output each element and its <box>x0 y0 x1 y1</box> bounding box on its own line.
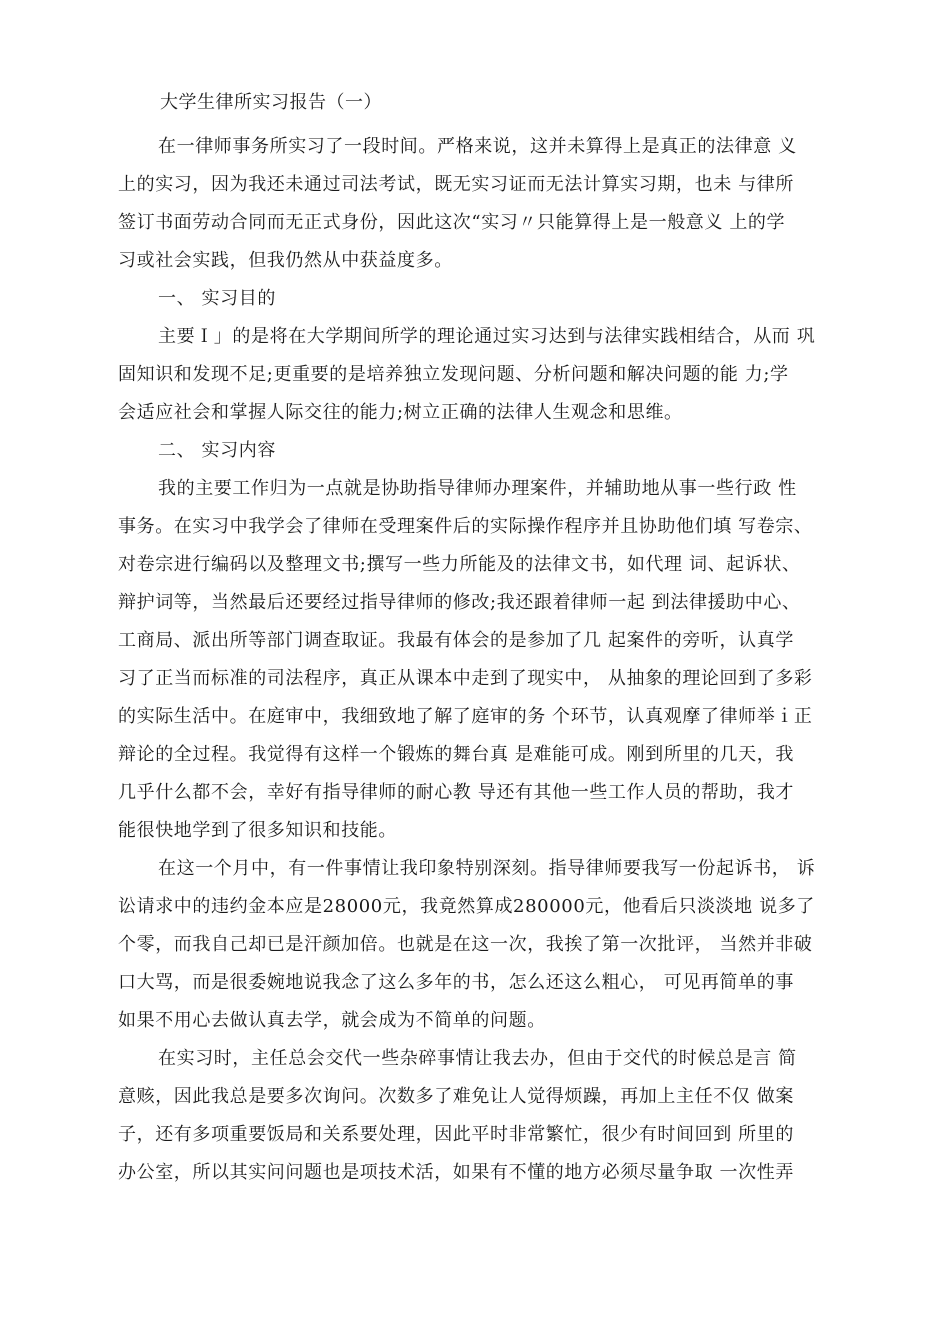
intro-paragraph <box>118 128 834 280</box>
document-body <box>118 88 834 1192</box>
text-line: 对卷宗进行编码以及整理文书;撰写一些力所能及的法律文书，如代理 词、起诉状、 <box>118 554 801 575</box>
text-line: 讼请求中的违约金本应是28000元，我竟然算成280000元，他看后只淡淡地 说多了 <box>118 896 815 917</box>
text-line: 口大骂，而是很委婉地说我念了这么多年的书，怎么还这么粗心， 可见再简单的事 <box>118 972 794 993</box>
document-title: 大学生律所实习报告（一） <box>160 92 382 113</box>
text-line: 事务。在实习中我学会了律师在受理案件后的实际操作程序并且协助他们填 写卷宗、 <box>118 516 813 537</box>
text-line: 上的实习，因为我还未通过司法考试，既无实习证而无法计算实习期，也未 与律所 <box>118 174 794 195</box>
text-line: 习或社会实践，但我仍然从中获益度多。 <box>118 250 453 271</box>
text-line: 如果不用心去做认真去学，就会成为不简单的问题。 <box>118 1010 546 1031</box>
text-line: 能很快地学到了很多知识和技能。 <box>118 820 397 841</box>
text-line: 我的主要工作归为一点就是协助指导律师办理案件，并辅助地从事一些行政 性 <box>158 478 797 499</box>
content-paragraph-2 <box>118 850 834 1040</box>
text-line: 几乎什么都不会，幸好有指导律师的耐心教 导还有其他一些工作人员的帮助，我才 <box>118 782 794 803</box>
section-heading-purpose: 一、 实习目的 <box>158 288 276 309</box>
text-line: 主要Ｉ」的是将在大学期间所学的理论通过实习达到与法律实践相结合，从而 巩 <box>158 326 816 347</box>
text-line: 在一律师事务所实习了一段时间。严格来说，这并未算得上是真正的法律意 义 <box>158 136 797 157</box>
text-line: 辩论的全过程。我觉得有这样一个锻炼的舞台真 是难能可成。刚到所里的几天，我 <box>118 744 794 765</box>
text-line: 意赅，因此我总是要多次询问。次数多了难免让人觉得烦躁，再加上主任不仅 做案 <box>118 1086 794 1107</box>
text-line: 办公室，所以其实问问题也是项技术活，如果有不懂的地方必须尽量争取 一次性弄 <box>118 1162 794 1183</box>
content-paragraph-1 <box>118 470 834 850</box>
content-paragraph-3 <box>118 1040 834 1192</box>
text-line: 工商局、派出所等部门调查取证。我最有体会的是参加了几 起案件的旁听，认真学 <box>118 630 794 651</box>
text-line: 辩护词等，当然最后还要经过指导律师的修改;我还跟着律师一起 到法律援助中心、 <box>118 592 801 613</box>
text-line: 签订书面劳动合同而无正式身份，因此这次“实习〃只能算得上是一般意义 上的学 <box>118 212 786 233</box>
section-heading-content: 二、 实习内容 <box>158 440 276 461</box>
text-line: 会适应社会和掌握人际交往的能力;树立正确的法律人生观念和思维。 <box>118 402 683 423</box>
text-line: 固知识和发现不足;更重要的是培养独立发现问题、分析问题和解决问题的能 力;学 <box>118 364 789 385</box>
text-line: 在实习时，主任总会交代一些杂碎事情让我去办，但由于交代的时候总是言 简 <box>158 1048 797 1069</box>
text-line: 习了正当而标准的司法程序，真正从课本中走到了现实中， 从抽象的理论回到了多彩 <box>118 668 813 689</box>
text-line: 个零，而我自己却已是汗颜加倍。也就是在这一次，我挨了第一次批评， 当然并非破 <box>118 934 813 955</box>
text-line: 的实际生活中。在庭审中，我细致地了解了庭审的务 个环节，认真观摩了律师举ｉ正 <box>118 706 813 727</box>
purpose-paragraph <box>118 318 834 432</box>
text-line: 在这一个月中，有一件事情让我印象特别深刻。指导律师要我写一份起诉书， 诉 <box>158 858 816 879</box>
text-line: 子，还有多项重要饭局和关系要处理，因此平时非常繁忙，很少有时间回到 所里的 <box>118 1124 794 1145</box>
